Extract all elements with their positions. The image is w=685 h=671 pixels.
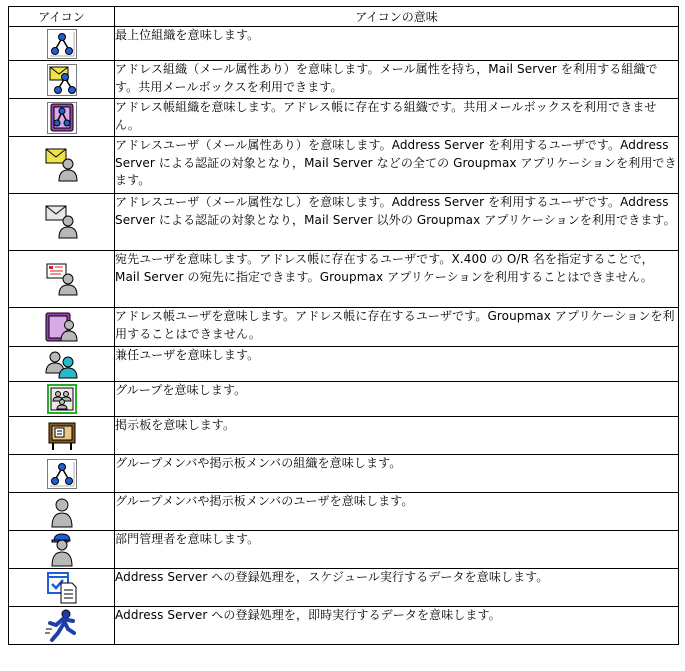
mail-org-icon: [47, 64, 77, 96]
addressbook-org-icon: [47, 102, 77, 134]
destination-user-icon: [44, 261, 80, 297]
row-description: 宛先ユーザを意味します。アドレス帳に存在するユーザです。X.400 の O/R 名を指定することで，Mail Server の宛先に指定できます。Groupmax アプリケーションを利用することはできません。: [115, 251, 679, 308]
concurrent-user-icon: [44, 349, 80, 379]
table-row: [9, 607, 679, 645]
row-description: グループを意味します。: [115, 382, 679, 417]
row-description: Address Server への登録処理を，スケジュール実行するデータを意味します。: [115, 569, 679, 607]
bulletin-board-icon: [47, 421, 77, 451]
table-row: [9, 347, 679, 382]
row-description: 兼任ユーザを意味します。: [115, 347, 679, 382]
row-description: 部門管理者を意味します。: [115, 531, 679, 569]
table-row: [9, 61, 679, 99]
table-row: [9, 137, 679, 194]
row-description: 最上位組織を意味します。: [115, 27, 679, 61]
row-description: アドレス帳組織を意味します。アドレス帳に存在する組織です。共用メールボックスを利用できません。: [115, 99, 679, 137]
scheduled-data-icon: [44, 571, 80, 605]
table-row: [9, 569, 679, 607]
row-description: 掲示板を意味します。: [115, 417, 679, 455]
table-row: [9, 27, 679, 61]
row-description: アドレスユーザ（メール属性なし）を意味します。Address Server を利用するユーザです。Address Server による認証の対象となり，Mail Server 以外の Groupmax アプリケーションを利用できます。: [115, 194, 679, 251]
table-row: [9, 531, 679, 569]
icon-legend-table: [8, 6, 679, 645]
table-row: [9, 251, 679, 308]
table-row: [9, 382, 679, 417]
table-row: [9, 493, 679, 531]
member-user-icon: [50, 496, 74, 528]
row-description: アドレス組織（メール属性あり）を意味します。メール属性を持ち，Mail Server を利用する組織です。共用メールボックスを利用できます。: [115, 61, 679, 99]
header-meaning: アイコンの意味: [115, 7, 679, 27]
mail-user-icon: [44, 147, 80, 183]
table-row: [9, 194, 679, 251]
header-icon: アイコン: [9, 7, 115, 27]
no-mail-user-icon: [44, 204, 80, 240]
immediate-data-icon: [44, 609, 80, 643]
table-row: [9, 417, 679, 455]
addressbook-user-icon: [44, 311, 80, 343]
table-row: [9, 99, 679, 137]
row-description: Address Server への登録処理を，即時実行するデータを意味します。: [115, 607, 679, 645]
group-icon: [47, 384, 77, 414]
row-description: アドレスユーザ（メール属性あり）を意味します。Address Server を利用するユーザです。Address Server による認証の対象となり，Mail Server などの全ての Groupmax アプリケーションを利用できます。: [115, 137, 679, 194]
header-row: [9, 7, 679, 27]
member-org-icon: [47, 459, 77, 489]
row-description: グループメンバや掲示板メンバの組織を意味します。: [115, 455, 679, 493]
org-tree-icon: [47, 29, 77, 59]
dept-admin-icon: [49, 533, 75, 567]
row-description: アドレス帳ユーザを意味します。アドレス帳に存在するユーザです。Groupmax アプリケーションを利用することはできません。: [115, 308, 679, 347]
row-description: グループメンバや掲示板メンバのユーザを意味します。: [115, 493, 679, 531]
table-row: [9, 455, 679, 493]
table-row: [9, 308, 679, 347]
